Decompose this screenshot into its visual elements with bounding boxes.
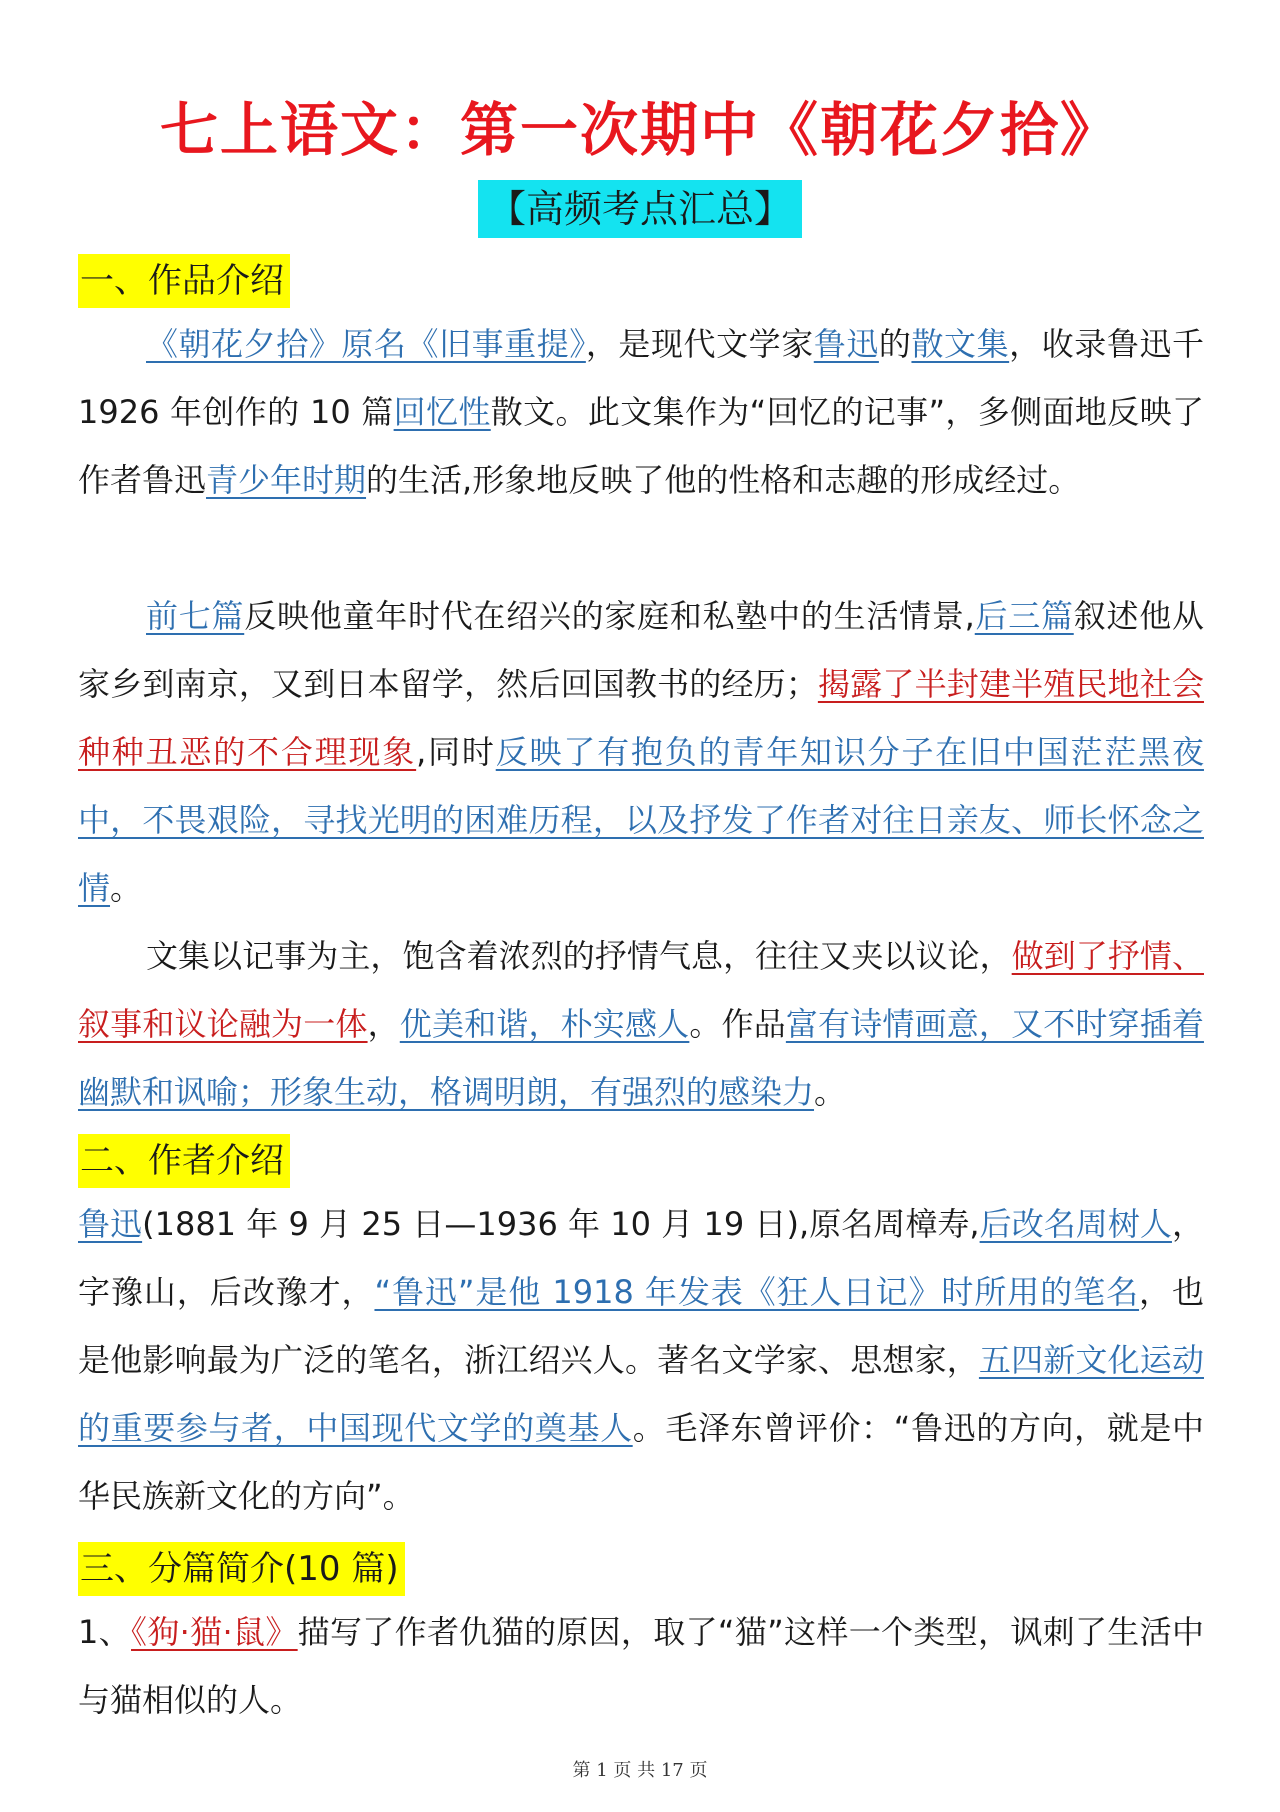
highlight-text-red: 做到了抒情、叙事和议论融为一体 — [78, 937, 1204, 1043]
highlight-text: 后三篇 — [974, 597, 1074, 635]
highlight-text: 反映了有抱负的青年知识分子在旧中国茫茫黑夜中，不畏艰险，寻找光明的困难历程，以及抒发了作者对往日亲友、师长怀念之情 — [78, 733, 1204, 907]
body-text: ，也是他影响最为广泛的笔名，浙江绍兴人。著名文学家、思想家， — [78, 1273, 1204, 1379]
paragraph-works-style — [78, 922, 1204, 1126]
highlight-text-red: 揭露了半封建半殖民地社会种种丑恶的不合理现象 — [78, 665, 1204, 771]
subtitle-container — [0, 180, 1280, 238]
highlight-text: 鲁迅 — [813, 325, 879, 363]
highlight-text: 鲁迅 — [78, 1205, 143, 1243]
section-heading-works: 一、作品介绍 — [78, 254, 290, 308]
body-text: 的生活,形象地反映了他的性格和志趣的形成经过。 — [366, 461, 1081, 499]
page-subtitle: 【高频考点汇总】 — [478, 180, 802, 238]
body-text: 描写了作者仇猫的原因，取了“猫”这样一个类型，讽刺了生活中与猫相似的人。 — [78, 1613, 1204, 1719]
highlight-text: 青少年时期 — [206, 461, 367, 499]
page-footer: 第 1 页 共 17 页 — [572, 1760, 708, 1781]
body-text: 散文。此文集作为“回忆的记事”，多侧面地反映了作者鲁迅 — [78, 393, 1204, 499]
body-text: ，是现代文学家 — [585, 325, 814, 363]
highlight-text: “鲁迅”是他 1918 年发表《狂人日记》时所用的笔名 — [374, 1273, 1140, 1311]
section-heading-author: 二、作者介绍 — [78, 1134, 290, 1188]
page-title: 七上语文：第一次期中《朝花夕拾》 — [159, 96, 1120, 164]
body-text: 。 — [110, 869, 143, 907]
highlight-text: 《朝花夕拾》原名《旧事重提》 — [146, 325, 586, 363]
paragraph-author — [78, 1190, 1204, 1530]
highlight-text: 后改名周树人 — [979, 1205, 1172, 1243]
body-text: 。作品 — [689, 1005, 786, 1043]
body-text: ，收录鲁迅千 1926 年创作的 10 篇 — [78, 325, 1204, 431]
highlight-text: 优美和谐，朴实感人 — [399, 1005, 690, 1043]
body-text: ,同时 — [416, 733, 496, 771]
body-text: 。毛泽东曾评价：“鲁迅的方向，就是中华民族新文化的方向”。 — [78, 1409, 1204, 1515]
highlight-text-red: 《狗·猫·鼠》 — [131, 1613, 298, 1651]
body-text: 反映他童年时代在绍兴的家庭和私塾中的生活情景, — [244, 597, 975, 635]
body-text: ， — [367, 1005, 400, 1043]
highlight-text: 富有诗情画意，又不时穿插着幽默和讽喻；形象生动，格调明朗，有强烈的感染力 — [78, 1005, 1204, 1111]
body-text: 。 — [814, 1073, 847, 1111]
highlight-text: 五四新文化运动的重要参与者，中国现代文学的奠基人 — [78, 1341, 1204, 1447]
body-text: ，字豫山，后改豫才， — [78, 1205, 1204, 1311]
highlight-text: 前七篇 — [146, 597, 245, 635]
body-text: (1881 年 9 月 25 日—1936 年 10 月 19 日),原名周樟寿, — [142, 1205, 980, 1243]
body-text: 叙述他从家乡到南京，又到日本留学，然后回国教书的经历； — [78, 597, 1204, 703]
highlight-text: 回忆性 — [393, 393, 491, 431]
list-number: 1、 — [78, 1613, 132, 1651]
paragraph-works-structure — [78, 582, 1204, 922]
body-text: 的 — [878, 325, 912, 363]
paragraph-works-intro — [78, 310, 1204, 514]
highlight-text: 散文集 — [911, 325, 1010, 363]
section-heading-chapters: 三、分篇简介(10 篇) — [78, 1542, 405, 1596]
body-text: 文集以记事为主，饱含着浓烈的抒情气息，往往又夹以议论， — [146, 937, 1012, 975]
list-item-chapter-1 — [78, 1598, 1204, 1734]
